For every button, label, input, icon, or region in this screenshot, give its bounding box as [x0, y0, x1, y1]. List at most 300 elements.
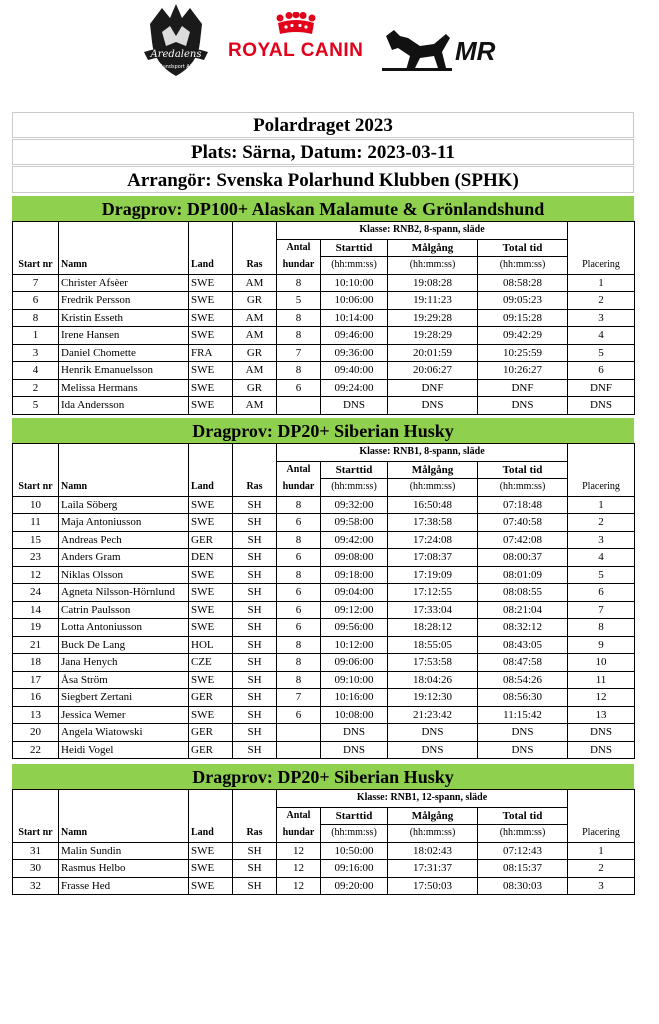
- cell-total: 08:21:04: [478, 601, 568, 619]
- aredalens-logo: [140, 2, 212, 78]
- cell-land: GER: [189, 531, 233, 549]
- cell-starttid: 09:18:00: [321, 566, 388, 584]
- cell-placering: 3: [568, 531, 635, 549]
- cell-placering: 11: [568, 671, 635, 689]
- cell-name: Laila Söberg: [59, 496, 189, 514]
- cell-placering: 5: [568, 566, 635, 584]
- cell-name: Heidi Vogel: [59, 741, 189, 759]
- cell-antal: 5: [277, 292, 321, 310]
- col-name: Namn: [59, 825, 189, 843]
- cell-start-nr: 8: [13, 309, 59, 327]
- section-title: Dragprov: DP100+ Alaskan Malamute & Grönlandshund: [12, 196, 634, 221]
- cell-placering: 7: [568, 601, 635, 619]
- table-row: [13, 362, 635, 380]
- cell-start-nr: 13: [13, 706, 59, 724]
- table-row: [13, 309, 635, 327]
- cell-starttid: 10:14:00: [321, 309, 388, 327]
- cell-antal: 6: [277, 619, 321, 637]
- col-ras: Ras: [233, 257, 277, 275]
- table-row: [13, 397, 635, 415]
- cell-antal: 8: [277, 531, 321, 549]
- cell-total: 07:40:58: [478, 514, 568, 532]
- cell-placering: 9: [568, 636, 635, 654]
- col-time-format: (hh:mm:ss): [321, 257, 388, 275]
- col-starttid: Starttid: [321, 807, 388, 825]
- col-land: Land: [189, 825, 233, 843]
- cell-name: Irene Hansen: [59, 327, 189, 345]
- cell-total: DNF: [478, 379, 568, 397]
- cell-land: GER: [189, 689, 233, 707]
- cell-starttid: 09:16:00: [321, 860, 388, 878]
- cell-malgang: DNF: [388, 379, 478, 397]
- cell-land: SWE: [189, 566, 233, 584]
- cell-ras: SH: [233, 619, 277, 637]
- table-row: [13, 274, 635, 292]
- cell-malgang: 18:02:43: [388, 842, 478, 860]
- col-starttid: Starttid: [321, 239, 388, 257]
- cell-land: GER: [189, 741, 233, 759]
- cell-land: SWE: [189, 671, 233, 689]
- cell-placering: 5: [568, 344, 635, 362]
- cell-malgang: 17:31:37: [388, 860, 478, 878]
- table-row: [13, 619, 635, 637]
- header-row: [13, 807, 635, 825]
- cell-starttid: 09:58:00: [321, 514, 388, 532]
- cell-total: 07:12:43: [478, 842, 568, 860]
- cell-placering: 10: [568, 654, 635, 672]
- cell-total: 08:08:55: [478, 584, 568, 602]
- class-label: Klasse: RNB1, 12-spann, släde: [277, 790, 568, 808]
- cell-malgang: 19:11:23: [388, 292, 478, 310]
- results-table: [12, 789, 635, 895]
- cell-malgang: 17:33:04: [388, 601, 478, 619]
- cell-antal: 12: [277, 842, 321, 860]
- cell-name: Ida Andersson: [59, 397, 189, 415]
- col-placering: Placering: [568, 257, 635, 275]
- cell-antal: 8: [277, 496, 321, 514]
- cell-antal: 8: [277, 274, 321, 292]
- cell-malgang: 18:55:05: [388, 636, 478, 654]
- col-malgang: Målgång: [388, 807, 478, 825]
- table-row: [13, 514, 635, 532]
- table-row: [13, 549, 635, 567]
- cell-ras: SH: [233, 724, 277, 742]
- cell-total: 07:42:08: [478, 531, 568, 549]
- cell-placering: DNS: [568, 397, 635, 415]
- class-label: Klasse: RNB2, 8-spann, släde: [277, 222, 568, 240]
- col-hundar: hundar: [277, 257, 321, 275]
- col-start-nr: Start nr: [13, 825, 59, 843]
- cell-malgang: 16:50:48: [388, 496, 478, 514]
- table-row: [13, 327, 635, 345]
- cell-ras: AM: [233, 327, 277, 345]
- col-ras: Ras: [233, 479, 277, 497]
- cell-antal: 6: [277, 706, 321, 724]
- cell-name: Frasse Hed: [59, 877, 189, 895]
- cell-start-nr: 16: [13, 689, 59, 707]
- svg-text:Aredalens: Aredalens: [150, 49, 202, 60]
- cell-starttid: DNS: [321, 741, 388, 759]
- cell-land: SWE: [189, 706, 233, 724]
- cell-antal: 6: [277, 514, 321, 532]
- col-name: Namn: [59, 257, 189, 275]
- cell-total: 08:15:37: [478, 860, 568, 878]
- cell-land: SWE: [189, 362, 233, 380]
- cell-ras: SH: [233, 514, 277, 532]
- cell-starttid: 10:10:00: [321, 274, 388, 292]
- cell-land: SWE: [189, 292, 233, 310]
- cell-antal: 6: [277, 601, 321, 619]
- cell-start-nr: 30: [13, 860, 59, 878]
- cell-ras: AM: [233, 362, 277, 380]
- cell-name: Anders Gram: [59, 549, 189, 567]
- cell-malgang: 19:28:29: [388, 327, 478, 345]
- class-row: [13, 222, 635, 240]
- cell-name: Lotta Antoniusson: [59, 619, 189, 637]
- cell-start-nr: 14: [13, 601, 59, 619]
- cell-ras: SH: [233, 549, 277, 567]
- cell-starttid: 10:06:00: [321, 292, 388, 310]
- col-time-format: (hh:mm:ss): [478, 257, 568, 275]
- cell-land: SWE: [189, 877, 233, 895]
- cell-land: CZE: [189, 654, 233, 672]
- cell-name: Jessica Wemer: [59, 706, 189, 724]
- col-antal: Antal: [277, 461, 321, 479]
- cell-land: SWE: [189, 514, 233, 532]
- cell-malgang: 17:50:03: [388, 877, 478, 895]
- col-ras: Ras: [233, 825, 277, 843]
- cell-total: 08:56:30: [478, 689, 568, 707]
- cell-total: 08:54:26: [478, 671, 568, 689]
- cell-name: Melissa Hermans: [59, 379, 189, 397]
- cell-total: 08:32:12: [478, 619, 568, 637]
- cell-land: SWE: [189, 309, 233, 327]
- cell-starttid: 09:06:00: [321, 654, 388, 672]
- col-malgang: Målgång: [388, 239, 478, 257]
- cell-total: 08:47:58: [478, 654, 568, 672]
- table-row: [13, 292, 635, 310]
- cell-malgang: 19:12:30: [388, 689, 478, 707]
- cell-starttid: 09:40:00: [321, 362, 388, 380]
- cell-land: SWE: [189, 496, 233, 514]
- cell-start-nr: 1: [13, 327, 59, 345]
- cell-starttid: 09:56:00: [321, 619, 388, 637]
- cell-start-nr: 19: [13, 619, 59, 637]
- table-row: [13, 601, 635, 619]
- col-start-nr: Start nr: [13, 479, 59, 497]
- cell-name: Buck De Lang: [59, 636, 189, 654]
- cell-starttid: 09:36:00: [321, 344, 388, 362]
- cell-name: Malin Sundin: [59, 842, 189, 860]
- cell-start-nr: 2: [13, 379, 59, 397]
- cell-land: SWE: [189, 860, 233, 878]
- col-placering: Placering: [568, 825, 635, 843]
- cell-malgang: DNS: [388, 397, 478, 415]
- cell-malgang: 18:04:26: [388, 671, 478, 689]
- cell-total: 10:26:27: [478, 362, 568, 380]
- mr-logo: MR: [380, 26, 510, 76]
- cell-total: DNS: [478, 397, 568, 415]
- cell-placering: 12: [568, 689, 635, 707]
- cell-total: 07:18:48: [478, 496, 568, 514]
- cell-name: Rasmus Helbo: [59, 860, 189, 878]
- cell-name: Kristin Esseth: [59, 309, 189, 327]
- cell-starttid: 09:46:00: [321, 327, 388, 345]
- col-land: Land: [189, 479, 233, 497]
- class-row: [13, 790, 635, 808]
- col-placering: Placering: [568, 479, 635, 497]
- cell-ras: AM: [233, 309, 277, 327]
- col-antal: Antal: [277, 239, 321, 257]
- cell-antal: [277, 724, 321, 742]
- cell-name: Christer Afsèer: [59, 274, 189, 292]
- cell-malgang: 19:08:28: [388, 274, 478, 292]
- cell-antal: 7: [277, 689, 321, 707]
- cell-malgang: 20:06:27: [388, 362, 478, 380]
- cell-start-nr: 4: [13, 362, 59, 380]
- header-row: [13, 257, 635, 275]
- cell-land: SWE: [189, 397, 233, 415]
- cell-land: DEN: [189, 549, 233, 567]
- cell-placering: DNS: [568, 741, 635, 759]
- cell-placering: DNS: [568, 724, 635, 742]
- cell-antal: 8: [277, 309, 321, 327]
- cell-start-nr: 22: [13, 741, 59, 759]
- section-title: Dragprov: DP20+ Siberian Husky: [12, 418, 634, 443]
- cell-total: 09:15:28: [478, 309, 568, 327]
- cell-placering: 13: [568, 706, 635, 724]
- col-name: Namn: [59, 479, 189, 497]
- cell-ras: GR: [233, 292, 277, 310]
- cell-start-nr: 3: [13, 344, 59, 362]
- cell-starttid: 10:12:00: [321, 636, 388, 654]
- cell-malgang: 17:24:08: [388, 531, 478, 549]
- cell-name: Fredrik Persson: [59, 292, 189, 310]
- table-row: [13, 636, 635, 654]
- cell-malgang: 17:38:58: [388, 514, 478, 532]
- table-row: [13, 344, 635, 362]
- col-hundar: hundar: [277, 479, 321, 497]
- cell-ras: SH: [233, 741, 277, 759]
- cell-placering: 4: [568, 327, 635, 345]
- cell-antal: 6: [277, 379, 321, 397]
- cell-placering: 2: [568, 514, 635, 532]
- cell-total: 08:30:03: [478, 877, 568, 895]
- table-row: [13, 689, 635, 707]
- cell-antal: 6: [277, 549, 321, 567]
- cell-name: Maja Antoniusson: [59, 514, 189, 532]
- cell-antal: 8: [277, 671, 321, 689]
- cell-antal: 7: [277, 344, 321, 362]
- col-antal: Antal: [277, 807, 321, 825]
- table-row: [13, 860, 635, 878]
- cell-total: DNS: [478, 741, 568, 759]
- cell-ras: SH: [233, 842, 277, 860]
- cell-land: FRA: [189, 344, 233, 362]
- cell-starttid: DNS: [321, 397, 388, 415]
- cell-starttid: 09:12:00: [321, 601, 388, 619]
- cell-total: 10:25:59: [478, 344, 568, 362]
- cell-ras: SH: [233, 671, 277, 689]
- cell-starttid: 09:42:00: [321, 531, 388, 549]
- cell-antal: 8: [277, 636, 321, 654]
- cell-starttid: 10:50:00: [321, 842, 388, 860]
- cell-ras: SH: [233, 860, 277, 878]
- cell-antal: 8: [277, 362, 321, 380]
- cell-antal: 6: [277, 584, 321, 602]
- cell-name: Agneta Nilsson-Hörnlund: [59, 584, 189, 602]
- cell-malgang: 19:29:28: [388, 309, 478, 327]
- event-place-date: Plats: Särna, Datum: 2023-03-11: [12, 139, 634, 165]
- cell-antal: 8: [277, 654, 321, 672]
- table-row: [13, 654, 635, 672]
- cell-starttid: 09:10:00: [321, 671, 388, 689]
- col-time-format: (hh:mm:ss): [321, 479, 388, 497]
- cell-total: 08:43:05: [478, 636, 568, 654]
- cell-placering: 1: [568, 496, 635, 514]
- results-table: [12, 221, 635, 415]
- cell-total: 11:15:42: [478, 706, 568, 724]
- table-row: [13, 671, 635, 689]
- cell-name: Niklas Olsson: [59, 566, 189, 584]
- col-total: Total tid: [478, 461, 568, 479]
- cell-ras: SH: [233, 636, 277, 654]
- cell-name: Angela Wiatowski: [59, 724, 189, 742]
- cell-land: SWE: [189, 584, 233, 602]
- col-time-format: (hh:mm:ss): [388, 479, 478, 497]
- header-row: [13, 461, 635, 479]
- cell-start-nr: 21: [13, 636, 59, 654]
- col-total: Total tid: [478, 239, 568, 257]
- table-row: [13, 706, 635, 724]
- header-row: [13, 825, 635, 843]
- cell-malgang: 17:12:55: [388, 584, 478, 602]
- header-row: [13, 239, 635, 257]
- cell-name: Catrin Paulsson: [59, 601, 189, 619]
- col-time-format: (hh:mm:ss): [478, 825, 568, 843]
- cell-malgang: 17:53:58: [388, 654, 478, 672]
- table-row: [13, 496, 635, 514]
- svg-text:Hundsport AB: Hundsport AB: [158, 64, 194, 70]
- table-row: [13, 379, 635, 397]
- cell-ras: GR: [233, 344, 277, 362]
- cell-placering: 3: [568, 309, 635, 327]
- table-row: [13, 741, 635, 759]
- cell-placering: 8: [568, 619, 635, 637]
- cell-start-nr: 20: [13, 724, 59, 742]
- col-hundar: hundar: [277, 825, 321, 843]
- cell-ras: SH: [233, 601, 277, 619]
- cell-start-nr: 18: [13, 654, 59, 672]
- cell-placering: 6: [568, 362, 635, 380]
- cell-land: GER: [189, 724, 233, 742]
- cell-starttid: DNS: [321, 724, 388, 742]
- col-time-format: (hh:mm:ss): [321, 825, 388, 843]
- cell-total: 08:00:37: [478, 549, 568, 567]
- cell-ras: AM: [233, 397, 277, 415]
- col-total: Total tid: [478, 807, 568, 825]
- event-organizer: Arrangör: Svenska Polarhund Klubben (SPHK): [12, 166, 634, 193]
- cell-total: 08:01:09: [478, 566, 568, 584]
- cell-starttid: 09:08:00: [321, 549, 388, 567]
- cell-start-nr: 32: [13, 877, 59, 895]
- col-start-nr: Start nr: [13, 257, 59, 275]
- cell-land: SWE: [189, 327, 233, 345]
- cell-start-nr: 10: [13, 496, 59, 514]
- cell-antal: 12: [277, 860, 321, 878]
- cell-start-nr: 15: [13, 531, 59, 549]
- cell-starttid: 09:04:00: [321, 584, 388, 602]
- col-time-format: (hh:mm:ss): [388, 825, 478, 843]
- royal-canin-logo: ROYAL CANIN: [228, 12, 363, 66]
- cell-land: HOL: [189, 636, 233, 654]
- cell-starttid: 10:16:00: [321, 689, 388, 707]
- dog-sled-icon: [380, 26, 460, 74]
- cell-placering: 6: [568, 584, 635, 602]
- cell-land: SWE: [189, 274, 233, 292]
- cell-starttid: 09:20:00: [321, 877, 388, 895]
- cell-total: 09:05:23: [478, 292, 568, 310]
- cell-start-nr: 7: [13, 274, 59, 292]
- cell-ras: SH: [233, 877, 277, 895]
- section-title: Dragprov: DP20+ Siberian Husky: [12, 764, 634, 789]
- cell-antal: 8: [277, 327, 321, 345]
- class-row: [13, 444, 635, 462]
- cell-total: 08:58:28: [478, 274, 568, 292]
- col-time-format: (hh:mm:ss): [478, 479, 568, 497]
- cell-ras: SH: [233, 496, 277, 514]
- cell-placering: 2: [568, 860, 635, 878]
- table-row: [13, 584, 635, 602]
- cell-name: Andreas Pech: [59, 531, 189, 549]
- header-row: [13, 479, 635, 497]
- cell-malgang: 18:28:12: [388, 619, 478, 637]
- cell-ras: GR: [233, 379, 277, 397]
- cell-land: SWE: [189, 601, 233, 619]
- cell-ras: SH: [233, 689, 277, 707]
- cell-placering: 3: [568, 877, 635, 895]
- cell-starttid: 10:08:00: [321, 706, 388, 724]
- cell-name: Henrik Emanuelsson: [59, 362, 189, 380]
- cell-antal: [277, 741, 321, 759]
- table-row: [13, 566, 635, 584]
- col-time-format: (hh:mm:ss): [388, 257, 478, 275]
- sponsor-logos: [0, 0, 659, 80]
- cell-start-nr: 31: [13, 842, 59, 860]
- table-row: [13, 724, 635, 742]
- cell-antal: 12: [277, 877, 321, 895]
- cell-start-nr: 11: [13, 514, 59, 532]
- col-starttid: Starttid: [321, 461, 388, 479]
- event-title: Polardraget 2023: [12, 112, 634, 138]
- cell-malgang: 17:19:09: [388, 566, 478, 584]
- cell-ras: AM: [233, 274, 277, 292]
- cell-start-nr: 23: [13, 549, 59, 567]
- class-label: Klasse: RNB1, 8-spann, släde: [277, 444, 568, 462]
- cell-starttid: 09:32:00: [321, 496, 388, 514]
- table-row: [13, 877, 635, 895]
- cell-total: 09:42:29: [478, 327, 568, 345]
- cell-ras: SH: [233, 531, 277, 549]
- cell-malgang: DNS: [388, 741, 478, 759]
- cell-start-nr: 5: [13, 397, 59, 415]
- cell-name: Daniel Chomette: [59, 344, 189, 362]
- cell-antal: 8: [277, 566, 321, 584]
- results-table: [12, 443, 635, 759]
- cell-placering: 4: [568, 549, 635, 567]
- table-row: [13, 842, 635, 860]
- cell-start-nr: 24: [13, 584, 59, 602]
